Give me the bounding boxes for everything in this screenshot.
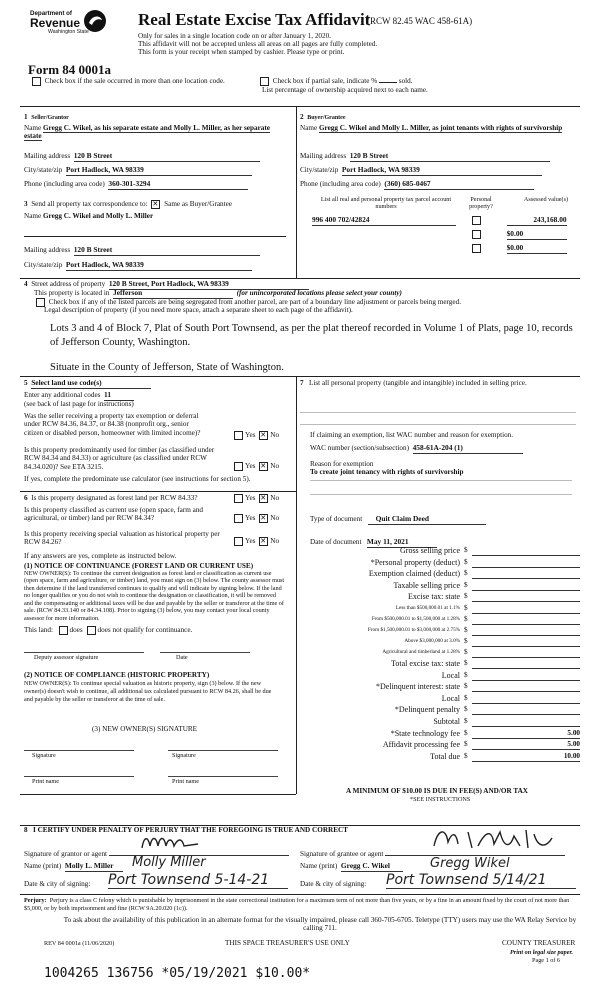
buyer-name-row: Name Gregg C. Wikel and Molly L. Miller, as joint tenants with rights of survivorship	[300, 124, 563, 132]
tax-row	[300, 671, 582, 681]
tax-row-dollar: $	[464, 546, 468, 554]
tax-row	[300, 558, 582, 568]
tax-row-label: Subtotal	[433, 717, 460, 726]
title-ref: (RCW 82.45 WAC 458-61A)	[367, 16, 473, 26]
correspondence-name-row: Name Gregg C. Wikel and Molly L. Miller	[24, 212, 154, 220]
tax-row-label: Taxable selling price	[393, 580, 460, 590]
if-yes-note: If yes, complete the predominate use calculator (see instructions for section 5).	[24, 475, 251, 483]
form-title: Real Estate Excise Tax Affidavit	[138, 10, 371, 29]
tax-row-dollar: $	[464, 682, 468, 691]
tax-row-dollar: $	[464, 592, 468, 601]
certify-heading: 8 I CERTIFY UNDER PENALTY OF PERJURY THAT THE FOREGOING IS TRUE AND CORRECT	[24, 826, 348, 834]
does-not-checkbox[interactable]	[87, 626, 96, 635]
tax-row-value[interactable]: 5.00	[472, 740, 580, 750]
tax-row-value[interactable]	[472, 637, 580, 647]
tax-row-value[interactable]	[472, 581, 580, 591]
header-note-3: This form is your receipt when stamped by cashier. Please type or print.	[138, 48, 345, 56]
revision-label: REV 84 0001a (11/06/2020)	[44, 940, 115, 947]
land-use-select[interactable]: Select land use code(s)	[31, 379, 151, 389]
tax-row-dollar: $	[464, 693, 468, 702]
header-note-1: Only for sales in a single location code on or after January 1, 2020.	[138, 32, 332, 40]
correspondence-name[interactable]: Gregg C. Wikel and Molly L. Miller	[42, 212, 154, 220]
partial-sale-label: Check box if partial sale, indicate %	[272, 77, 378, 86]
tax-row-dollar: $	[464, 728, 468, 737]
personal-property-checkbox[interactable]	[472, 230, 481, 239]
tax-row-dollar: $	[464, 557, 468, 566]
same-as-buyer-checkbox[interactable]	[151, 200, 160, 209]
tax-row-value[interactable]: 5.00	[472, 729, 580, 739]
street-address[interactable]: 120 B Street, Port Hadlock, WA 98339	[109, 280, 309, 290]
assessed-value[interactable]: 243,168.00	[507, 216, 567, 226]
seller-phone-row: Phone (including area code) 360-301-3294	[24, 180, 248, 190]
seller-name[interactable]: Gregg C. Wikel, as his separate estate and Molly L. Miller, as her separate estate	[24, 124, 270, 141]
personal-property-checkbox[interactable]	[472, 216, 481, 225]
tax-row-dollar: $	[464, 626, 468, 634]
grantor-handwritten-name: Molly Miller	[132, 855, 206, 870]
tax-row-label: From $1,500,000.01 to $3,000,000 at 2.75%	[367, 627, 460, 633]
tax-row-value[interactable]: 10.00	[472, 752, 580, 762]
yes-checkbox[interactable]	[234, 494, 243, 503]
seller-mailing-row: Mailing address 120 B Street	[24, 152, 260, 162]
signature-label-1: Signature	[32, 752, 56, 759]
tax-row-dollar: $	[464, 740, 468, 749]
page-number: Page 1 of 6	[532, 957, 561, 964]
seller-name-row: Name Gregg C. Wikel, as his separate estate and Molly L. Miller, as her separate estate	[24, 124, 270, 141]
buyer-mailing-row: Mailing address 120 B Street	[300, 152, 550, 162]
tax-row-dollar: $	[464, 604, 468, 612]
tax-row	[300, 604, 582, 614]
tax-row-label: *Personal property (deduct)	[370, 557, 460, 567]
parcels-col1-header: List all real and personal property tax parcel account numbers	[320, 196, 452, 210]
document-type[interactable]: Quit Claim Deed	[368, 515, 486, 525]
grantor-print-name[interactable]: Molly L. Miller	[65, 862, 123, 872]
grantor-signature-scribble-icon	[138, 832, 208, 854]
doc-date-row: Date of document May 11, 2021	[310, 538, 437, 548]
tax-row	[300, 752, 582, 762]
multi-location-checkbox[interactable]	[32, 77, 41, 86]
form-number: Form 84 0001a	[28, 62, 112, 77]
grantee-signature-scribble-icon	[428, 826, 558, 852]
tax-row-value[interactable]	[472, 604, 580, 614]
tax-row	[300, 682, 582, 692]
personal-property-label: 7 List all personal property (tangible and intangible) included in selling price.	[300, 379, 527, 387]
seller-city-row: City/state/zip Port Hadlock, WA 98339	[24, 166, 252, 176]
exemption-reason[interactable]: To create joint tenancy with rights of survivorship	[310, 468, 464, 476]
availability-note: To ask about the availability of this publication in an alternate format for the visually impaired, please call 360-705-6705. Teletype (TTY) users may use the WA Relay Service by calling 711.	[63, 916, 577, 933]
tax-row-label: *Delinquent penalty	[394, 705, 460, 715]
forest-q2: Is this property classified as current use (open space, farm and agricultural, or timber) land per RCW 84.34?	[24, 506, 204, 523]
tax-row-value[interactable]	[472, 682, 580, 692]
grantor-handwritten-date[interactable]: Port Townsend 5-14-21	[108, 872, 288, 889]
assessed-value[interactable]: $0.00	[507, 244, 567, 254]
legal-label: Legal description of property (if you need more space, attach a separate sheet to each page of the affidavit).	[44, 306, 353, 314]
tax-row	[300, 694, 582, 704]
yes-checkbox[interactable]	[234, 537, 243, 546]
exemption-label: If claiming an exemption, list WAC number and reason for exemption.	[310, 431, 514, 439]
tax-row-label: Exemption claimed (deduct)	[368, 569, 460, 579]
parcel-row-3	[312, 244, 574, 254]
county-row: This property is located in Jefferson (for unincorporated locations please select your county)	[34, 288, 402, 297]
buyer-heading: 2 Buyer/Grantee	[300, 113, 346, 121]
legal-description[interactable]: Lots 3 and 4 of Block 7, Plat of South Port Townsend, as per the plat thereof recorded in Volume 1 of Plats, page 10, records of Jefferson County, Washington.	[50, 323, 573, 349]
tax-row-label: Gross selling price	[400, 546, 460, 555]
tax-row-value[interactable]	[472, 626, 580, 636]
situate-text: Situate in the County of Jefferson, State of Washington.	[50, 362, 284, 373]
see-instructions-note: *SEE INSTRUCTIONS	[410, 796, 471, 803]
tax-row-dollar: $	[464, 705, 468, 714]
no-checkbox[interactable]	[259, 537, 268, 546]
tax-row-value[interactable]	[472, 592, 580, 602]
forest-q2-yes-no: Yes ✕ No	[232, 514, 279, 523]
tax-row	[300, 592, 582, 602]
yes-checkbox[interactable]	[234, 431, 243, 440]
tax-row-value[interactable]	[472, 569, 580, 579]
seller-phone[interactable]: 360-301-3294	[108, 180, 248, 190]
tax-row-value[interactable]	[472, 717, 580, 727]
partial-sale-checkbox[interactable]	[260, 77, 269, 86]
header-note-2: This affidavit will not be accepted unless all areas on all pages are fully completed.	[138, 40, 378, 48]
reason-label: Reason for exemption	[310, 460, 374, 468]
grantee-name-row: Name (print) Gregg C. Wikel	[300, 862, 403, 872]
tax-row-dollar: $	[464, 580, 468, 589]
correspondence-mailing[interactable]: 120 B Street	[74, 246, 260, 256]
tax-row-label: From $500,000.01 to $1,500,000 at 1.28%	[371, 616, 460, 622]
buyer-city[interactable]: Port Hadlock, WA 98339	[342, 166, 542, 176]
multi-location-label: Check box if the sale occurred in more than one location code.	[44, 77, 225, 86]
revenue-logo	[30, 10, 108, 50]
yes-checkbox[interactable]	[234, 514, 243, 523]
tax-row	[300, 581, 582, 591]
wac-row: WAC number (section/subsection) 458-61A-204 (1)	[310, 444, 523, 454]
grantor-signature-row: Signature of grantor or agent	[24, 846, 289, 858]
tax-row-value[interactable]	[472, 659, 580, 669]
notice-compliance-text: NEW OWNER(S): To continue special valuation as historic property, sign (3) below. If the new owner(s) doesn't wish to continue, all additional tax calculated pursuant to RCW 84.26, shall be due and payable by the seller or transferor at the time of sale.	[24, 680, 272, 703]
tax-row-value[interactable]	[472, 558, 580, 568]
legal-paper-note: Print on legal size paper.	[510, 949, 574, 956]
street-address-row: 4 Street address of property 120 B Street, Port Hadlock, WA 98339	[24, 280, 309, 290]
tax-row	[300, 569, 582, 579]
logo-swirl-icon	[82, 8, 108, 34]
tax-row-value[interactable]	[472, 694, 580, 704]
tax-row-dollar: $	[464, 615, 468, 623]
assessed-value[interactable]: $0.00	[507, 230, 567, 240]
parcels-col2-header: Personal property?	[469, 196, 493, 210]
additional-codes[interactable]: 11	[104, 391, 134, 401]
buyer-name[interactable]: Gregg C. Wikel and Molly L. Miller, as joint tenants with rights of survivorship	[318, 124, 563, 132]
tax-row	[300, 717, 582, 727]
tax-row-dollar: $	[464, 648, 468, 656]
additional-codes-row: Enter any additional codes 11	[24, 391, 134, 401]
correspondence-row: 3 Send all property tax correspondence to: ✕ Same as Buyer/Grantee	[24, 200, 232, 209]
tax-row-dollar: $	[464, 670, 468, 679]
see-back-note: (see back of last page for instructions)	[24, 400, 134, 408]
print-name-label-2: Print name	[172, 778, 199, 785]
tax-row-dollar: $	[464, 751, 468, 760]
no-checkbox[interactable]	[259, 514, 268, 523]
tax-row	[300, 626, 582, 636]
doc-type-row: Type of document Quit Claim Deed	[310, 515, 486, 525]
tax-row-value[interactable]	[472, 546, 580, 556]
notice-continuance-title: (1) NOTICE OF CONTINUANCE (FOREST LAND OR CURRENT USE)	[24, 562, 254, 570]
tax-row	[300, 615, 582, 625]
tax-row-label: Above $3,000,000 at 3.0%	[404, 638, 460, 644]
tax-row-label: Agricultural and timberland at 1.28%	[382, 649, 460, 655]
tax-row-dollar: $	[464, 637, 468, 645]
tax-row-label: Total due	[430, 751, 460, 761]
seller-heading: 1 Seller/Grantor	[24, 113, 69, 121]
grantor-date-row: Date & city of signing:	[24, 880, 91, 888]
tax-row-label: Total excise tax: state	[391, 659, 460, 668]
does-checkbox[interactable]	[59, 626, 68, 635]
tax-row	[300, 740, 582, 750]
forest-q1: 6 Is this property designated as forest land per RCW 84.33?	[24, 494, 198, 502]
logo-state: Washington State	[48, 29, 89, 35]
partial-sale-row	[258, 77, 413, 86]
county-select[interactable]: Jefferson	[113, 289, 233, 299]
tax-row-dollar: $	[464, 569, 468, 578]
tax-row-value[interactable]	[472, 671, 580, 681]
buyer-mailing[interactable]: 120 B Street	[350, 152, 550, 162]
parcel-row-1	[312, 216, 574, 226]
grantee-handwritten-name: Gregg Wikel	[430, 856, 510, 871]
tax-row	[300, 705, 582, 715]
tax-row-label: *State technology fee	[390, 728, 460, 738]
land-use-row: 5 Select land use code(s)	[24, 379, 151, 389]
forest-q1-yes-no: Yes ✕ No	[232, 494, 279, 503]
perjury-notice: Perjury: Perjury is a class C felony which is punishable by imprisonment in the state correctional institution for a maximum term of not more than five years, or by a fine in an amount fixed by the court of not more than $5,000, or by both imprisonment and fine (RCW 9A.20.020 (1c)).	[24, 897, 570, 912]
forest-q3-yes-no: Yes ✕ No	[232, 537, 279, 546]
grantee-print-name[interactable]: Gregg C. Wikel	[341, 862, 403, 872]
tax-row	[300, 648, 582, 658]
signature-label-2: Signature	[172, 752, 196, 759]
tax-row	[300, 546, 582, 556]
tax-row-label: Affidavit processing fee	[382, 740, 460, 750]
buyer-phone[interactable]: (360) 685-0467	[384, 180, 534, 190]
county-treasurer-label: COUNTY TREASURER	[502, 939, 576, 947]
segregated-row: Check box if any of the listed parcels are being segregated from another parcel, are part of a boundary line adjustment or parcels being merged.	[34, 298, 574, 307]
tax-row-dollar: $	[464, 717, 468, 725]
forest-q3: Is this property receiving special valuation as historical property per RCW 84.26?	[24, 530, 220, 547]
tax-row-label: Local	[441, 670, 460, 680]
logo-department: Department of	[30, 10, 72, 17]
personal-property-checkbox[interactable]	[472, 244, 481, 253]
multi-location-row	[30, 77, 225, 86]
buyer-phone-row: Phone (including area code) (360) 685-0467	[300, 180, 534, 190]
correspondence-mailing-row: Mailing address 120 B Street	[24, 246, 260, 256]
cashier-stamp: 1004265 136756 *05/19/2021 $10.00*	[44, 966, 311, 981]
parcels-col3-header: Assessed value(s)	[523, 196, 569, 203]
tax-row-dollar: $	[464, 659, 468, 667]
parcel-row-2	[312, 230, 574, 240]
treasurer-use-label: THIS SPACE TREASURER'S USE ONLY	[225, 939, 350, 947]
minimum-due-note: A MINIMUM OF $10.00 IS DUE IN FEE(S) AND/OR TAX	[346, 787, 528, 795]
ownership-note: List percentage of ownership acquired next to each name.	[262, 86, 428, 94]
document-date[interactable]: May 11, 2021	[367, 538, 437, 548]
notice-continuance-text: NEW OWNER(S): To continue the current designation as forest land or classification as current use (open space, farm and agriculture, or timber) land, you must sign on (3) below. The county assessor must then determine if the land transferred continues to qualify and will indicate by signing below. If the land no longer qualifies or you do not wish to continue the designation or classification, it will be removed and the compensating or additional taxes will be due and payable by the seller or transferor at the time of sale. (RCW 84.33.140 or 84.34.108). Prior to signing (3) below, you may contact your local county assessor for more information.	[24, 570, 285, 622]
correspondence-city[interactable]: Port Hadlock, WA 98339	[66, 261, 252, 271]
exemption-yes-no: Yes ✕ No	[232, 431, 279, 440]
tax-row-label: *Delinquent interest: state	[376, 682, 460, 692]
if-any-note: If any answers are yes, complete as instructed below.	[24, 552, 177, 560]
correspondence-city-row: City/state/zip Port Hadlock, WA 98339	[24, 261, 252, 271]
buyer-city-row: City/state/zip Port Hadlock, WA 98339	[300, 166, 542, 176]
tax-row	[300, 637, 582, 647]
tax-row-label: Excise tax: state	[408, 592, 460, 602]
yes-checkbox[interactable]	[234, 462, 243, 471]
grantee-date-row: Date & city of signing:	[300, 880, 367, 888]
no-checkbox[interactable]	[259, 431, 268, 440]
tax-row-label: Local	[441, 693, 460, 703]
seller-mailing[interactable]: 120 B Street	[74, 152, 260, 162]
seller-city[interactable]: Port Hadlock, WA 98339	[66, 166, 252, 176]
deputy-signature-label: Deputy assessor signature	[34, 654, 99, 661]
tax-row	[300, 729, 582, 739]
tax-row-value[interactable]	[472, 705, 580, 715]
no-checkbox[interactable]	[259, 462, 268, 471]
no-checkbox[interactable]	[259, 494, 268, 503]
notice-compliance-title: (2) NOTICE OF COMPLIANCE (HISTORIC PROPERTY)	[24, 671, 210, 679]
tax-row	[300, 659, 582, 669]
logo-revenue: Revenue	[30, 16, 81, 30]
new-owner-signature-heading: (3) NEW OWNER(S) SIGNATURE	[92, 725, 198, 733]
timber-question: Is this property predominantly used for timber (as classified under RCW 84.34 and 84.33) or agriculture (as classified under RCW 84.34.020)? See ETA 3215.	[24, 446, 215, 471]
tax-row-value[interactable]	[472, 648, 580, 658]
exemption-question: Was the seller receiving a property tax exemption or deferral under RCW 84.36, 84.37, or 84.38 (nonprofit org., senior citizen or disabled person, homeowner with limited income)?	[24, 412, 201, 437]
parcel-number[interactable]: 996 400 702/42824	[312, 216, 456, 226]
grantee-signature-row: Signature of grantee or agent	[300, 846, 565, 858]
grantee-handwritten-date[interactable]: Port Townsend 5/14/21	[386, 872, 576, 889]
deputy-date-label: Date	[176, 654, 188, 661]
timber-yes-no: Yes ✕ No	[232, 462, 279, 471]
wac-number[interactable]: 458-61A-204 (1)	[413, 444, 523, 454]
sold-label: sold.	[398, 77, 413, 86]
tax-row-value[interactable]	[472, 615, 580, 625]
this-land-row: This land: does does not qualify for continuance.	[24, 626, 193, 635]
tax-row-label: Less than $500,000.01 at 1.1%	[395, 605, 460, 611]
print-name-label-1: Print name	[32, 778, 59, 785]
grantor-name-row: Name (print) Molly L. Miller	[24, 862, 123, 872]
